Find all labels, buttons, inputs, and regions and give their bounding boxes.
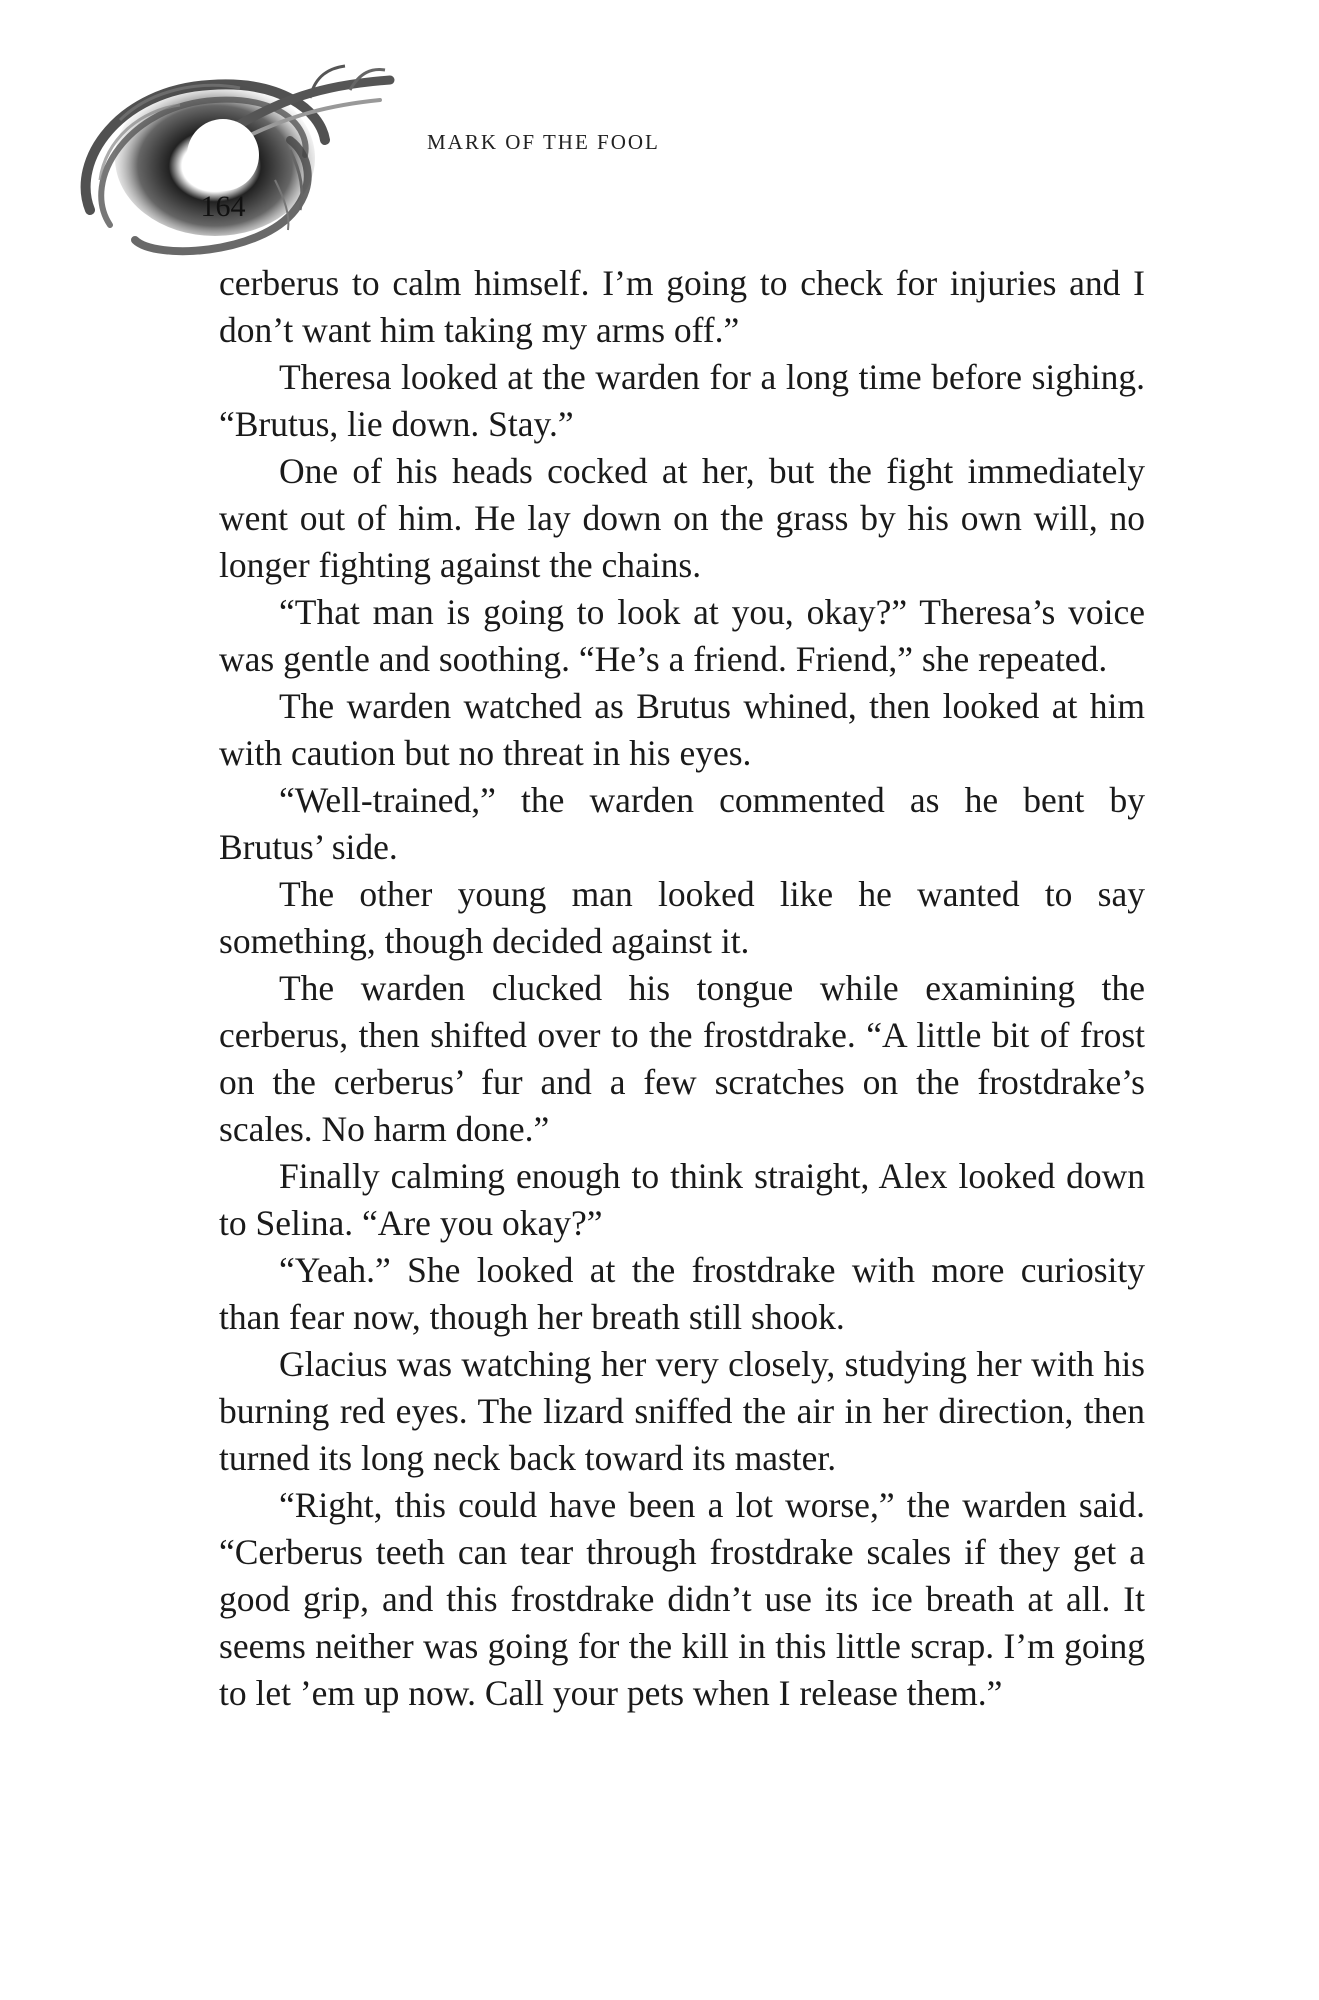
paragraph: The warden clucked his tongue while examining the cerberus, then shifted over to the frostdrake. “A little bit of frost on the cerberus’ fur and a few scratches on the frostdrake’s scales. No harm done.” (219, 968, 1145, 1149)
paragraph: Theresa looked at the warden for a long time before sighing. “Brutus, lie down. Stay.” (219, 357, 1145, 444)
page-number: 164 (200, 190, 246, 223)
paragraph: The warden watched as Brutus whined, then looked at him with caution but no threat in his eyes. (219, 686, 1145, 773)
paragraph: cerberus to calm himself. I’m going to check for injuries and I don’t want him taking my arms off.” (219, 263, 1145, 350)
paragraph: One of his heads cocked at her, but the fight immediately went out of him. He lay down on the grass by his own will, no longer fighting against the chains. (219, 451, 1145, 585)
paragraph: “Yeah.” She looked at the frostdrake with more curiosity than fear now, though her breath still shook. (219, 1250, 1145, 1337)
running-head-title: MARK OF THE FOOL (427, 130, 660, 154)
paragraph: The other young man looked like he wanted to say something, though decided against it. (219, 874, 1145, 961)
page-header (60, 60, 760, 260)
swirl-vortex-ornament-icon (60, 60, 400, 260)
paragraph: “That man is going to look at you, okay?” Theresa’s voice was gentle and soothing. “He’s a friend. Friend,” she repeated. (219, 592, 1145, 679)
paragraph: Finally calming enough to think straight, Alex looked down to Selina. “Are you okay?” (219, 1156, 1145, 1243)
paragraph: Glacius was watching her very closely, studying her with his burning red eyes. The lizard sniffed the air in her direction, then turned its long neck back toward its master. (219, 1344, 1145, 1478)
body-text (219, 260, 1145, 1717)
paragraph: “Well-trained,” the warden commented as he bent by Brutus’ side. (219, 780, 1145, 867)
paragraph: “Right, this could have been a lot worse,” the warden said. “Cerberus teeth can tear through frostdrake scales if they get a good grip, and this frostdrake didn’t use its ice breath at all. It seems neither was going for the kill in this little scrap. I’m going to let ’em up now. Call your pets when I release them.” (219, 1485, 1145, 1713)
